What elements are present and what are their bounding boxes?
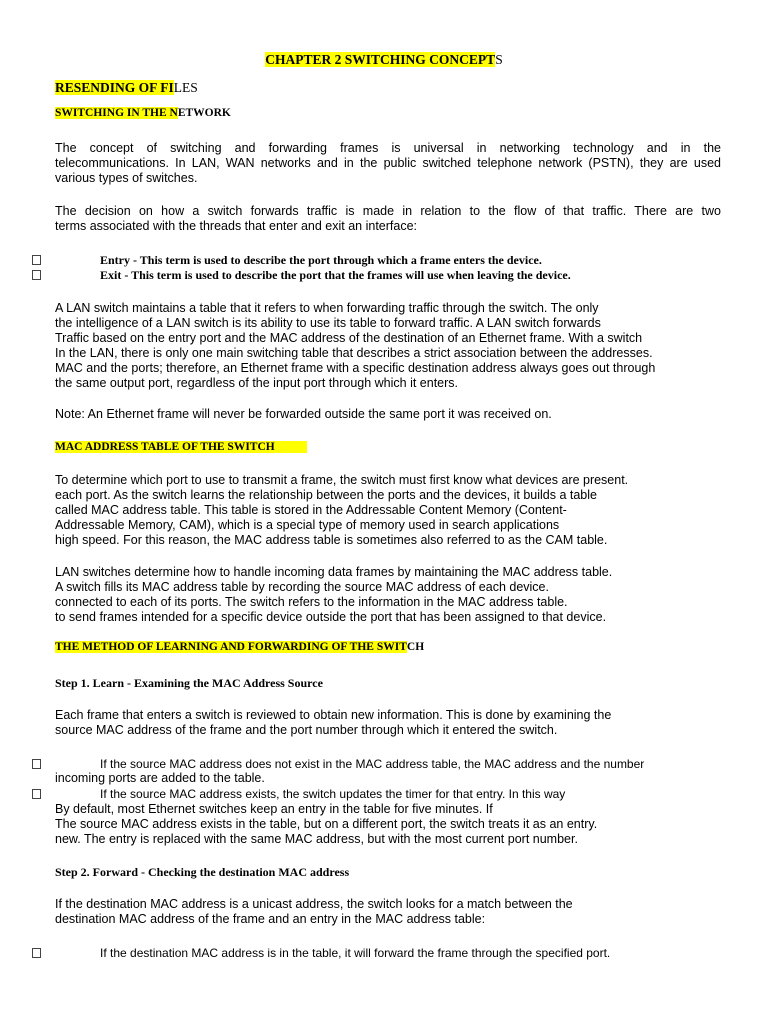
paragraph-line: the intelligence of a LAN switch is its ability to use its table to forward traffic. A LAN switch forwards	[55, 316, 601, 330]
list-item-text: If the destination MAC address is in the table, it will forward the frame through the specified port.	[100, 946, 611, 960]
list-item-continuation	[55, 771, 721, 786]
method-heading-tail: CH	[406, 641, 425, 653]
paragraph-line: Each frame that enters a switch is reviewed to obtain new information. This is done by examining the	[55, 708, 612, 722]
switching-heading	[55, 107, 231, 119]
missing-glyph-box-icon	[32, 255, 41, 265]
list-item-text: Exit - This term is used to describe the port that the frames will use when leaving the device.	[100, 268, 571, 282]
switching-heading-highlighted: SWITCHING IN THE N	[55, 107, 178, 119]
paragraph-line: The concept of switching and forwarding frames is universal in networking technology and in the	[55, 141, 721, 155]
missing-glyph-box-icon	[32, 270, 41, 280]
paragraph-line: terms associated with the threads that enter and exit an interface:	[55, 219, 418, 233]
missing-glyph-box-icon	[32, 759, 41, 769]
list-item-text: Entry - This term is used to describe the port through which a frame enters the device.	[100, 253, 542, 267]
paragraph-line: The decision on how a switch forwards traffic is made in relation to the flow of that traffic. There are two	[55, 204, 721, 218]
paragraph-line: destination MAC address of the frame and an entry in the MAC address table:	[55, 912, 486, 926]
list-item-text: If the source MAC address does not exist in the MAC address table, the MAC address and the number	[100, 757, 645, 771]
paragraph-line: To determine which port to use to transmit a frame, the switch must first know what devices are present.	[55, 473, 629, 487]
list-item-continuation	[55, 802, 721, 847]
paragraph-learn	[55, 708, 721, 738]
paragraph-line: to send frames intended for a specific device outside the port that has been assigned to that device.	[55, 610, 607, 624]
paragraph-line: the same output port, regardless of the input port through which it enters.	[55, 376, 459, 390]
paragraph-line: Traffic based on the entry port and the MAC address of the destination of an Ethernet frame. With a switch	[55, 331, 643, 345]
missing-glyph-box-icon	[32, 948, 41, 958]
note-text: Note: An Ethernet frame will never be forwarded outside the same port it was received on.	[55, 407, 552, 421]
paragraph-lan-switches	[55, 565, 721, 625]
paragraph-mac-table	[55, 473, 721, 548]
paragraph-lan-switch	[55, 301, 721, 391]
paragraph-line: Addressable Memory, CAM), which is a special type of memory used in search applications	[55, 518, 560, 532]
list-item-text: If the source MAC address exists, the switch updates the timer for that entry. In this way	[100, 787, 566, 801]
resending-heading-highlighted: RESENDING OF FI	[55, 80, 174, 95]
chapter-title	[0, 52, 768, 68]
paragraph-line: LAN switches determine how to handle incoming data frames by maintaining the MAC address table.	[55, 565, 613, 579]
paragraph-line: A LAN switch maintains a table that it refers to when forwarding traffic through the switch. The only	[55, 301, 599, 315]
paragraph-switching-intro	[55, 141, 721, 186]
paragraph-line: In the LAN, there is only one main switching table that describes a strict association between the addresses.	[55, 346, 653, 360]
paragraph-line: source MAC address of the frame and the port number through which it entered the switch.	[55, 723, 558, 737]
mac-table-heading-text: MAC ADDRESS TABLE OF THE SWITCH	[55, 441, 275, 453]
paragraph-line: MAC and the ports; therefore, an Ethernet frame with a specific destination address always goes out through	[55, 361, 656, 375]
paragraph-line: The source MAC address exists in the table, but on a different port, the switch treats it as an entry.	[55, 817, 598, 831]
method-heading-highlighted: THE METHOD OF LEARNING AND FORWARDING OF THE SWIT	[55, 641, 407, 653]
note-line	[55, 407, 721, 422]
paragraph-line: various types of switches.	[55, 171, 198, 185]
paragraph-line: called MAC address table. This table is stored in the Addressable Content Memory (Content-	[55, 503, 567, 517]
paragraph-line: telecommunications. In LAN, WAN networks and in the public switched telephone network (PSTN), they are used	[55, 156, 721, 170]
chapter-title-tail: S	[495, 52, 503, 67]
missing-glyph-box-icon	[32, 789, 41, 799]
paragraph-line: new. The entry is replaced with the same MAC address, but with the most current port number.	[55, 832, 578, 846]
switching-heading-tail: ETWORK	[177, 107, 231, 119]
paragraph-line: connected to each of its ports. The switch refers to the information in the MAC address table.	[55, 595, 568, 609]
mac-table-heading-highlighted	[55, 441, 307, 453]
mac-table-heading	[55, 441, 307, 453]
paragraph-line: A switch fills its MAC address table by recording the source MAC address of each device.	[55, 580, 549, 594]
step-2-heading: Step 2. Forward - Checking the destination MAC address	[55, 865, 350, 879]
paragraph-line: each port. As the switch learns the relationship between the ports and the devices, it builds a table	[55, 488, 597, 502]
paragraph-forward	[55, 897, 721, 927]
resending-heading	[55, 80, 198, 96]
paragraph-line: incoming ports are added to the table.	[55, 771, 265, 785]
paragraph-line: high speed. For this reason, the MAC address table is sometimes also referred to as the CAM table.	[55, 533, 608, 547]
paragraph-line: If the destination MAC address is a unicast address, the switch looks for a match between the	[55, 897, 573, 911]
paragraph-decision	[55, 204, 721, 234]
resending-heading-tail: LES	[173, 80, 198, 95]
method-heading	[55, 641, 424, 653]
chapter-title-highlighted: CHAPTER 2 SWITCHING CONCEPT	[265, 52, 496, 67]
step-1-heading: Step 1. Learn - Examining the MAC Address Source	[55, 676, 323, 690]
paragraph-line: By default, most Ethernet switches keep an entry in the table for five minutes. If	[55, 802, 493, 816]
